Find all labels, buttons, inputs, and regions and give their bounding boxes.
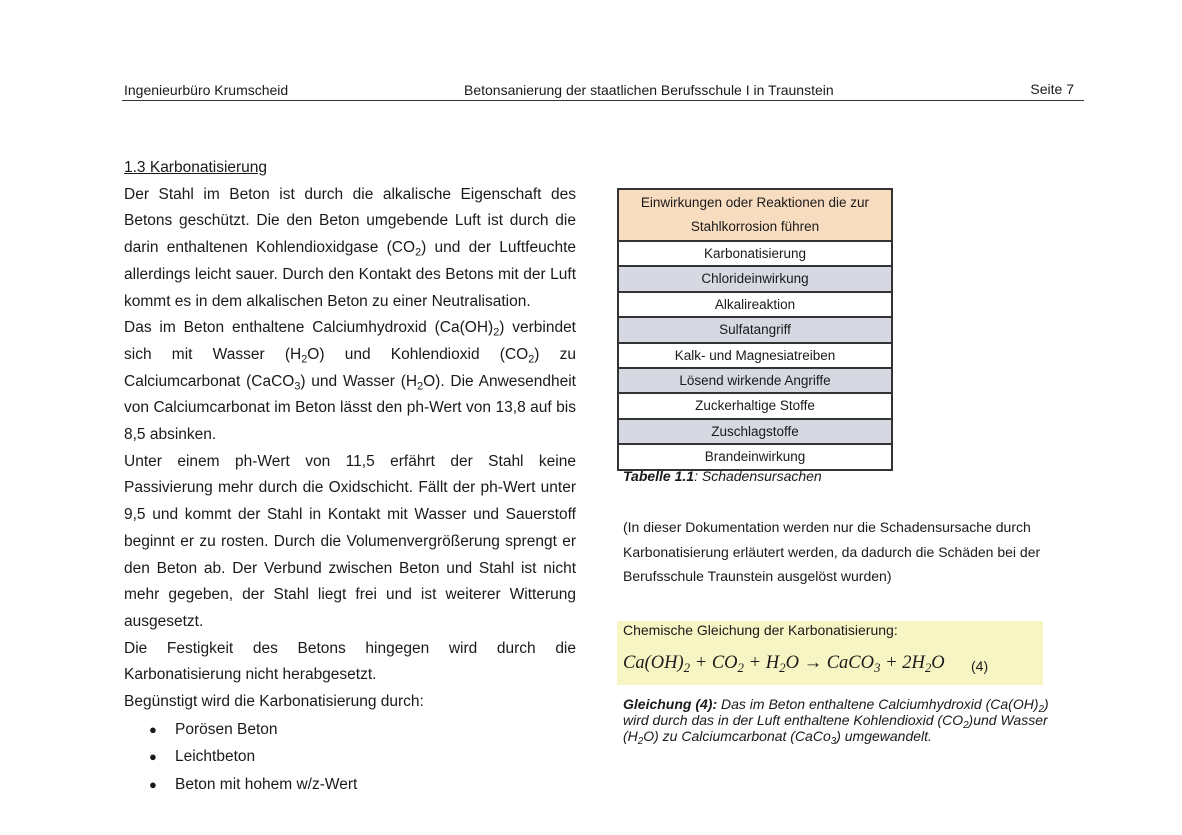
section-title: 1.3 Karbonatisierung [124,159,268,176]
table-row: Karbonatisierung [619,242,891,267]
list-item: ● Porösen Beton [124,716,576,744]
paragraph-4: Die Festigkeit des Betons hingegen wird durch die Karbonatisierung nicht herabgesetzt. [124,639,576,684]
bullet-icon: ● [149,721,157,737]
table-row: Zuckerhaltige Stoffe [619,394,891,419]
equation-number: (4) [971,658,989,674]
table-row: Sulfatangriff [619,318,891,343]
table-row: Kalk- und Magnesiatreiben [619,344,891,369]
table-row: Alkalireaktion [619,293,891,318]
paragraph-1: Der Stahl im Beton ist durch die alkalische Eigenschaft des Betons geschützt. Die den Beton umgebende Luft ist durch die darin enthaltenen Kohlendioxidgase $(CO_2)$ und der Luftfeuchte allerdings leicht sauer. Durch den Kontakt des Betons mit der Luft kommt es in dem alkalischen Beton zu einer Neutralisation. [124,185,576,310]
list-item: ● Leichtbeton [124,743,576,771]
bullet-list [124,716,576,799]
table-header: Einwirkungen oder Reaktionen die zur Stahlkorrosion führen [619,190,891,242]
equation-title: Chemische Gleichung der Karbonatisierung: [623,622,898,638]
bullet-icon: ● [149,749,157,765]
damage-causes-table [617,188,893,471]
paragraph-2: Das im Beton enthaltene Calciumhydroxid $(Ca(OH)_2)$ verbindet sich mit Wasser $(H_2O)$ und Kohlendioxid $(CO_2)$ zu Calciumcarbonat (CaCO$_3$) und Wasser $(H_2O)$. Die Anwesendheit von Calciumcarbonat im Beton lässt den ph-Wert von 13,8 auf bis 8,5 absinken. [124,319,576,444]
table-row: Lösend wirkende Angriffe [619,369,891,394]
table-row: Brandeinwirkung [619,445,891,468]
header-page-number: Seite 7 [1030,81,1074,97]
table-caption: Tabelle 1.1: Schadensursachen [623,468,822,484]
list-item: ● Beton mit hohem w/z-Wert [124,771,576,799]
paragraph-5: Begünstigt wird die Karbonatisierung durch: [124,693,424,711]
header-company: Ingenieurbüro Krumscheid [124,82,289,98]
table-row: Chlorideinwirkung [619,267,891,292]
documentation-note: (In dieser Dokumentation werden nur die Schadensursache durch Karbonatisierung erläutert werden, da dadurch die Schäden bei der Berufsschule Traunstein ausgelöst wurden) [623,519,1041,584]
page-header [122,80,1084,101]
header-project-title: Betonsanierung der staatlichen Berufsschule I in Traunstein [464,82,834,98]
table-row: Zuschlagstoffe [619,420,891,445]
bullet-icon: ● [149,776,157,792]
paragraph-3: Unter einem ph-Wert von 11,5 erfährt der Stahl keine Passivierung mehr durch die Oxidschicht. Fällt der ph-Wert unter 9,5 und kommt der Stahl in Kontakt mit Wasser und Sauerstoff beginnt er zu rosten. Durch die Volumenvergrößerung sprengt er den Beton ab. Der Verbund zwischen Beton und Stahl ist nicht mehr gegeben, der Stahl liegt frei und ist weiterer Witterung ausgesetzt. [124,452,576,630]
equation-box [617,621,1043,685]
equation-caption: Gleichung (4): Das im Beton enthaltene Calciumhydroxid $(Ca(OH)_2)$ wird durch das in der Luft enthaltene Kohlendioxid $(CO_2)und$ Wasser $(H_2O)$ zu Calciumcarbonat (CaCo$_3$) umgewandelt. [623,696,1049,747]
equation-formula: $Ca(OH)_2 + CO_2 + H_2O$ → CaCO$_3$ + $2H_2O$ [623,653,945,675]
main-text-column [124,155,576,798]
